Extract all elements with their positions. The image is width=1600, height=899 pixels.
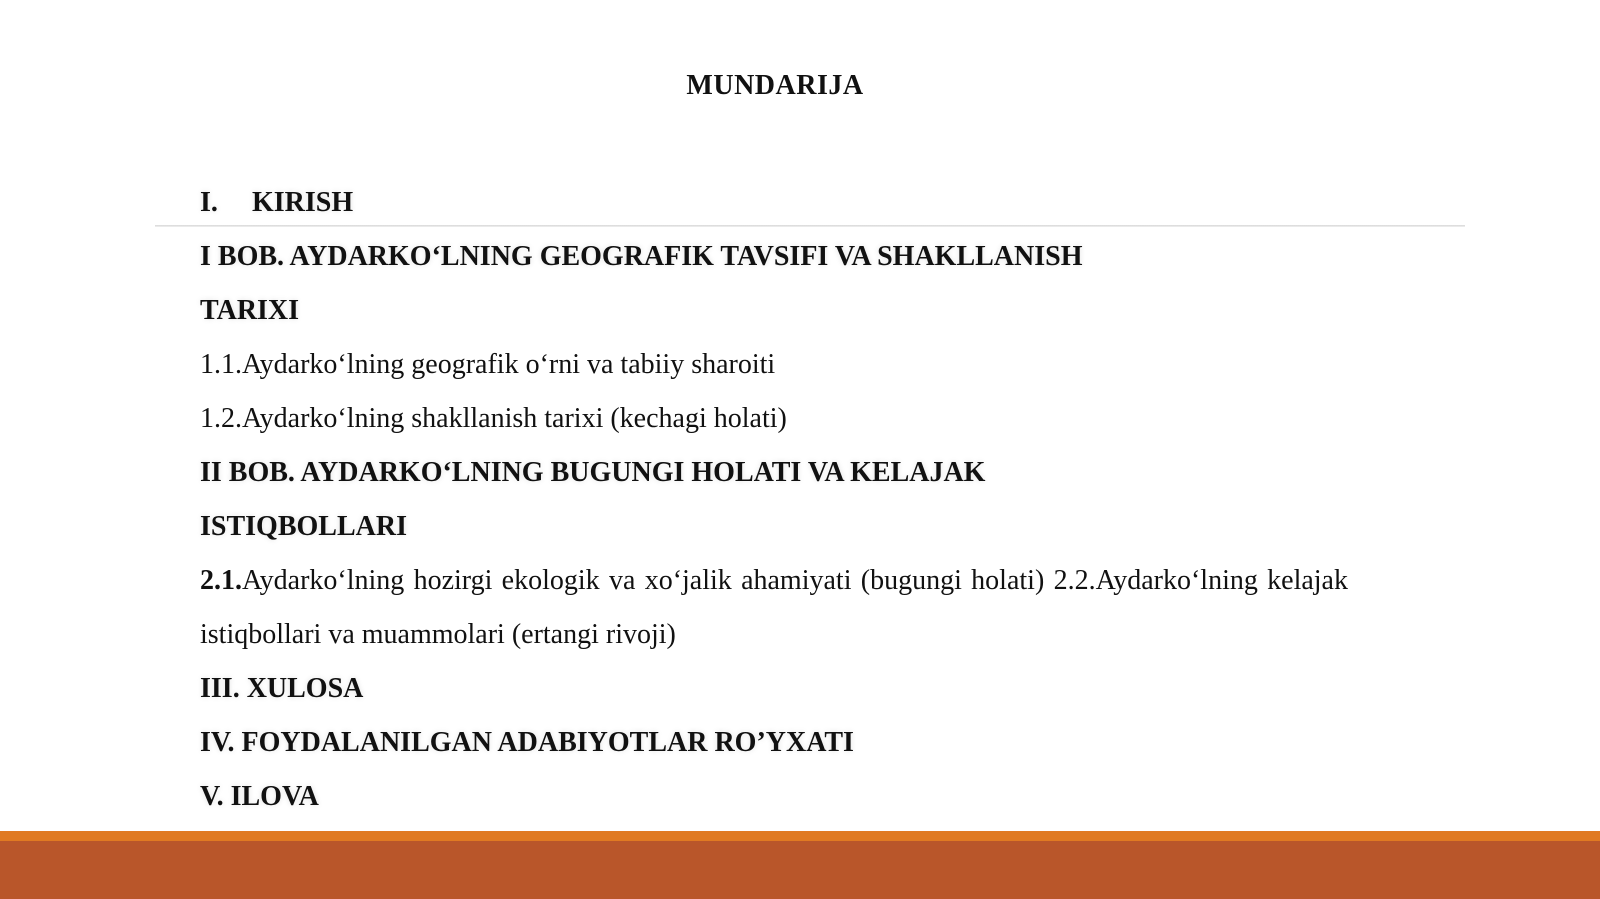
toc-chapter-1-title-cont: TARIXI: [200, 295, 300, 326]
toc-intro-label: KIRISH: [252, 187, 354, 218]
toc-chapter-2-title-cont: ISTIQBOLLARI: [200, 511, 407, 542]
toc-section-2-1-2-2: [200, 554, 1348, 662]
footer-bar: [0, 841, 1600, 899]
toc-section-1-2: 1.2.Aydarko‘lning shakllanish tarixi (kechagi holati): [200, 403, 787, 434]
toc-section-1-1: 1.1.Aydarko‘lning geografik o‘rni va tabiiy sharoiti: [200, 349, 776, 380]
toc-chapter-2-title: II BOB. AYDARKO‘LNING BUGUNGI HOLATI VA KELAJAK: [200, 457, 986, 488]
toc-intro: [200, 176, 1348, 230]
footer-accent-stripe: [0, 831, 1600, 841]
toc-section-2-1-number: 2.1.: [200, 565, 242, 596]
toc-appendix: V. ILOVA: [200, 781, 319, 812]
page-title: MUNDARIJA: [686, 70, 864, 101]
toc-references: IV. FOYDALANILGAN ADABIYOTLAR RO’YXATI: [200, 727, 854, 758]
toc-intro-number: I.: [200, 187, 218, 218]
toc-chapter-1-title: I BOB. AYDARKO‘LNING GEOGRAFIK TAVSIFI VA SHAKLLANISH: [200, 241, 1083, 272]
table-of-contents: [200, 176, 1348, 824]
toc-section-2-1-text: Aydarko‘lning hozirgi ekologik va xo‘jalik ahamiyati (bugungi holati) 2.2.Aydarko‘lning kelajak istiqbollari va muammolari (ertangi rivoji): [200, 565, 1348, 650]
toc-conclusion: III. XULOSA: [200, 673, 364, 704]
